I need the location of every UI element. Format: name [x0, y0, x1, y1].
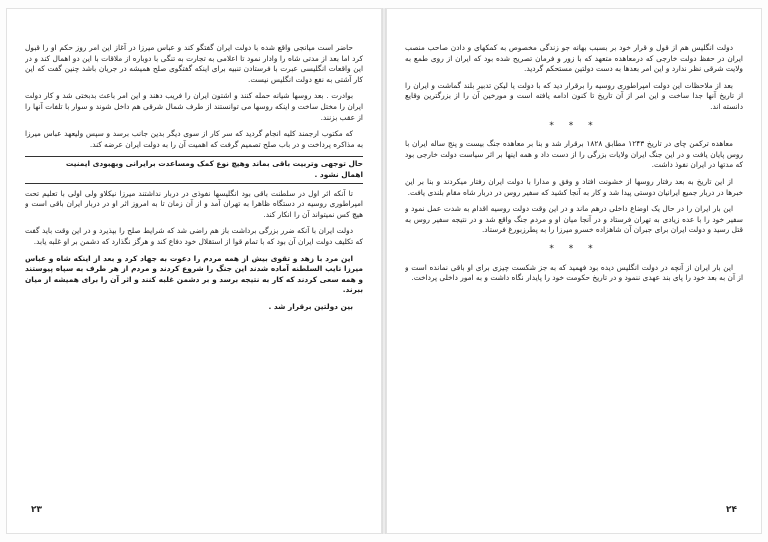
- highlight-line-continued: اهمال نشود .: [314, 169, 363, 179]
- left-page-text: [25, 43, 363, 489]
- right-page-text: [405, 43, 743, 489]
- closing-line: بین دولتین برقرار شد .: [268, 301, 353, 311]
- section-separator: * * *: [549, 243, 599, 254]
- paragraph: تا آنکه اثر اول در سلطنت باقی بود انگلیسها نفوذی در دربار نداشتند میرزا نیکلاو ولی اولی با تعلیم تحت امپراطوری روسیه در دستگاه ظاهرا به تهران آمد و از آن زمان تا به امروز اثر او در دربار ایران باقی است و هیچ کس نمیتواند آن را انکار کند.: [25, 188, 363, 219]
- page-number: ۲۴: [726, 505, 737, 515]
- section-separator: * * *: [549, 120, 599, 131]
- paragraph: معاهده ترکمن چای در تاریخ ۱۲۴۳ مطابق ۱۸۲۸ برقرار شد و بنا بر معاهده جنگ بیست و پنج ساله ایران با روس پایان یافت و در این جنگ ایران ولایات بزرگی را از دست داد و همه اینها بر اثر سیاست دولت خارجی بود که مدتها در ایران نفوذ داشت.: [405, 139, 743, 170]
- right-page: [386, 8, 762, 534]
- paragraph: دولت ایران با آنکه ضرر بزرگی برداشت باز هم راضی شد که شرایط صلح را بپذیرد و در این وقت باید گفت که تکلیف دولت ایران آن بود که با تمام قوا از استقلال خود دفاع کند و هرگز نگذارد که دشمن بر او غلبه یابد.: [25, 226, 363, 246]
- paragraph: این مرد با زهد و تقوی بیش از همه مردم را دعوت به جهاد کرد و بعد از اینکه شاه و عباس میرزا نایب السلطنه آماده شدند این جنگ را شروع کردند و مردم از هر طرف به سپاه پیوستند و همه سعی کردند که کار به نتیجه برسد و بر دشمن غلبه کنند و اثر آن را برای همیشه از میان ببرند.: [25, 253, 363, 295]
- highlight-line: حال توجهی وتربیت باقی بماند وهیچ نوع کمک ومساعدت برایرانی وبهبودی ایمنیت: [65, 159, 363, 169]
- paragraph: حاضر است میانجی واقع شده با دولت ایران گفتگو کند و عباس میرزا در آغاز این امر روز حکم او را قبول کرد اما بعد از مدتی شاه را وادار نمود تا اعلامی به تجارت به تنگی با دوباره از ملاقات با این دو اهمال کند و در این واقعات انگلیسی عبرت با فرستادن تنبیه برای اینکه گفتگوی صلح همیشه در جریان باشد چنین گفت که این کار آشتی به نفع دولت انگلیس نیست.: [25, 43, 363, 84]
- paragraph: این بار ایران از آنچه در دولت انگلیس دیده بود فهمید که به جز شکست چیزی برای او باقی نمانده است و از آن به بعد خود را پای بند عهدی ننمود و در تاریخ حکومت خود را پایدار نگاه داشت و به امور داخلی پرداخت.: [405, 262, 743, 283]
- paragraph: بوادرت . بعد روسها شیانه حمله کنند و اشتون ایران را فریب دهند و این امر باعث بدبختی شد و کار دولت ایران را مختل ساخت و اینکه روسها می توانستند از طرف شمال شرقی هم داخل شوند و سوار با تلفات آنها را از عقب بزنند.: [25, 91, 363, 122]
- paragraph: که مکتوب ارجمند کلیه انجام گردید که سر کار از سوی دیگر بدین جانب برسد و سپس ولیعهد عباس میرزا به مذاکره پرداخت و در باب صلح تصمیم گرفت که اهمیت آن را به دولت ایران عرضه کند.: [25, 129, 363, 149]
- highlighted-passage: [25, 156, 363, 183]
- paragraph: بعد از ملاحظات این دولت امپراطوری روسیه را برقرار دید که با دولت یا لیکن تدبیر بلند گماشت و ایران را از تاریخ آنها جدا ساخت و این امر از آن تاریخ تا کنون ادامه یافته است و مورخین آن را از بزرگترین وقایع دانسته اند.: [405, 80, 743, 111]
- left-page: [6, 8, 382, 534]
- paragraph: این بار ایران را در حال یک اوضاع داخلی درهم ماند و در این وقت دولت روسیه اقدام به شدت عمل نمود و سفیر خود را با عده زیادی به تهران فرستاد و در آنجا میان او و مردم جنگ واقع شد و در نتیجه سفیر روس به قتل رسید و دولت ایران برای جبران آن شاهزاده خسرو میرزا را به پطرزبورغ فرستاد.: [405, 204, 743, 235]
- paragraph: دولت انگلیس هم از قول و قرار خود بر بسبب بهانه جو زندگی مخصوص به کمکهای و دادن صاحب منصب ایران در حفظ دولت خارجی که درمعاهده متعهد که با زور و فرمان تصریح شده بود که ایران از روی طمع به ولایت شرقی نظر ندارد و این امر بعدها به دست دولتین مستحکم گردید.: [405, 43, 743, 74]
- paragraph: از این تاریخ به بعد رفتار روسها از خشونت افتاد و وفق و مدارا با دولت ایران رفتار میکردند و بنا بر این خبرها در دربار جمیع ایرانیان دوستی پیدا شد و کار به آنجا کشید که سفیر روس در دربار شاه مقام بلندی یافت.: [405, 176, 743, 197]
- page-number: ۲۳: [31, 505, 42, 515]
